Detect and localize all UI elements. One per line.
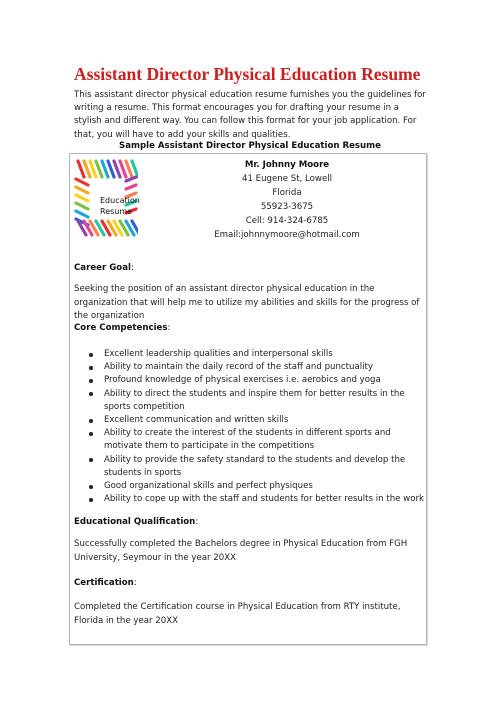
state: Florida xyxy=(272,188,302,199)
contact-block xyxy=(200,158,374,243)
document-title: Assistant Director Physical Education Resume xyxy=(74,64,421,84)
pencil-stroke xyxy=(76,203,88,209)
pencil-stroke xyxy=(90,161,96,177)
pencil-stroke xyxy=(76,187,88,193)
pencil-stroke xyxy=(120,161,126,177)
pencil-stroke xyxy=(96,161,102,177)
pencil-stroke xyxy=(78,161,84,177)
list-item: Ability to create the interest of the students in different sports and motivate them to participate in the competitions xyxy=(88,427,424,453)
list-item: Excellent communication and written skills xyxy=(88,414,424,427)
career-goal-heading: Career Goal: xyxy=(74,263,134,273)
street-address: 41 Eugene St, Lowell xyxy=(241,174,333,185)
pencil-stroke xyxy=(84,161,90,177)
list-item: Excellent leadership qualities and interpersonal skills xyxy=(88,348,424,361)
education-heading: Educational Qualification: xyxy=(74,517,199,527)
list-item: Ability to cope up with the staff and students for better results in the work xyxy=(88,493,424,506)
education-text: Successfully completed the Bachelors degree in Physical Education from FGH University, Seymour in the year 20XX xyxy=(74,539,408,563)
sample-heading: Sample Assistant Director Physical Education Resume xyxy=(119,141,381,151)
pencil-stroke xyxy=(126,185,136,189)
list-item: Profound knowledge of physical exercises i.e. aerobics and yoga xyxy=(88,374,424,387)
candidate-name: Mr. Johnny Moore xyxy=(244,160,330,170)
pencil-stroke xyxy=(126,161,132,177)
pencil-stroke xyxy=(76,195,88,201)
pencil-stroke xyxy=(102,161,108,177)
list-item: Ability to provide the safety standard to the students and develop the students in sports xyxy=(88,454,424,480)
certification-label: Certification xyxy=(74,578,134,588)
pencil-stroke xyxy=(114,161,120,177)
list-item: Ability to direct the students and inspire them for better results in the sports competition xyxy=(88,388,424,414)
pencil-stroke xyxy=(76,211,88,217)
pencil-stroke xyxy=(126,177,136,181)
logo-caption xyxy=(100,195,170,217)
core-competencies-heading: Core Competencies: xyxy=(74,323,171,333)
cell-number: Cell: 914-324-6785 xyxy=(245,216,329,227)
pencil-stroke xyxy=(108,161,114,177)
career-goal-text: Seeking the position of an assistant director physical education in the organization that will help me to utilize my abilities and skills for the progress of the organization xyxy=(74,284,420,322)
logo-caption-line1: Education xyxy=(100,196,140,205)
pencil-stroke xyxy=(132,161,138,177)
certification-heading: Certification: xyxy=(74,578,137,588)
intro-paragraph: This assistant director physical education resume furnishes you the guidelines for writing a resume. This format encourages you for drafting your resume in a stylish and different way. You can follow this format for your job application. For that, you will have to add your skills and qualities. xyxy=(74,90,426,140)
email-address: Email:johnnymoore@hotmail.com xyxy=(214,230,360,241)
logo-caption-line2: Resume xyxy=(100,207,133,216)
core-competencies-label: Core Competencies xyxy=(74,323,168,333)
zip-code: 55923-3675 xyxy=(260,202,314,213)
career-goal-label: Career Goal xyxy=(74,263,131,273)
list-item: Good organizational skills and perfect physiques xyxy=(88,480,424,493)
competencies-list xyxy=(88,348,424,506)
education-label: Educational Qualification xyxy=(74,517,196,527)
list-item: Ability to maintain the daily record of the staff and punctuality xyxy=(88,361,424,374)
certification-text: Completed the Certification course in Physical Education from RTY institute, Florida in the year 20XX xyxy=(74,602,401,626)
pencil-stroke xyxy=(76,179,88,185)
